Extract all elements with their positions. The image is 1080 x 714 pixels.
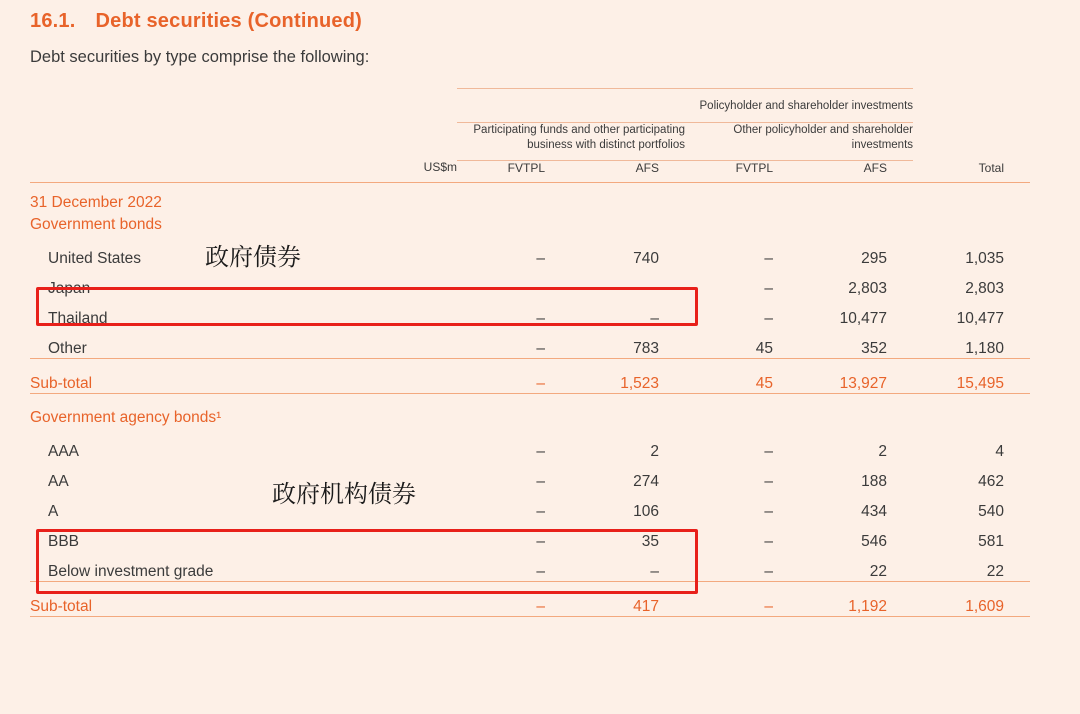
row-value: – — [764, 280, 773, 298]
row-value: 434 — [861, 503, 888, 521]
subtotal-value: 13,927 — [799, 359, 913, 394]
row-value: – — [764, 443, 773, 461]
subtotal-value: 1,609 — [913, 582, 1030, 617]
section-title-government-bonds — [30, 214, 1030, 238]
row-value: – — [536, 340, 545, 358]
section-title-label: Government agency bonds¹ — [30, 409, 222, 427]
subtotal-value: – — [685, 582, 799, 617]
unit-label: US$m — [423, 160, 457, 175]
row-value: 462 — [978, 473, 1005, 491]
group-header-policyholder: Policyholder and shareholder investments — [457, 89, 913, 123]
annotation-government-agency-bonds-cn: 政府机构债券 — [272, 480, 416, 508]
debt-securities-table — [30, 88, 1030, 618]
table-row — [30, 431, 1030, 461]
column-header-fvtpl-participating: FVTPL — [507, 161, 545, 176]
column-header-fvtpl-other: FVTPL — [735, 161, 773, 176]
table-row — [30, 491, 1030, 521]
table-row-subtotal — [30, 582, 1030, 617]
table-column-header-row — [30, 160, 1030, 183]
row-value: 22 — [869, 563, 888, 581]
row-value: 352 — [861, 340, 888, 358]
subtotal-label: Sub-total — [30, 359, 457, 394]
row-value: 783 — [633, 340, 659, 358]
row-value: – — [536, 310, 545, 328]
row-value: – — [764, 563, 773, 581]
row-value: 546 — [861, 533, 888, 551]
row-value: 1,180 — [965, 340, 1005, 358]
subtotal-value: – — [457, 359, 571, 394]
row-value: – — [650, 280, 659, 298]
row-value: 274 — [633, 473, 659, 491]
table-row — [30, 298, 1030, 328]
row-value: – — [650, 563, 659, 581]
annotation-government-bonds-cn: 政府债券 — [205, 243, 301, 271]
row-label: A — [48, 503, 59, 521]
section-title-label: Government bonds — [30, 216, 162, 234]
subtotal-value: 1,523 — [571, 359, 685, 394]
date-label: 31 December 2022 — [30, 194, 162, 212]
row-value: 35 — [641, 533, 659, 551]
row-value: – — [764, 473, 773, 491]
row-value: – — [650, 310, 659, 328]
table-row-date — [30, 184, 1030, 214]
row-value: 188 — [861, 473, 888, 491]
row-value: 2 — [878, 443, 888, 461]
row-value: 581 — [978, 533, 1005, 551]
row-value: – — [764, 250, 773, 268]
row-label: Other — [48, 340, 87, 358]
group-header-other-policyholder: Other policyholder and shareholder investments — [685, 122, 913, 160]
row-value: 1,035 — [965, 250, 1005, 268]
row-value: – — [536, 503, 545, 521]
table-row — [30, 551, 1030, 582]
row-value: – — [536, 473, 545, 491]
row-label: AA — [48, 473, 69, 491]
row-value: 540 — [978, 503, 1005, 521]
table-row — [30, 328, 1030, 359]
row-value: 45 — [755, 340, 773, 358]
subtotal-value: 417 — [571, 582, 685, 617]
table-row — [30, 238, 1030, 268]
subtotal-value: – — [457, 582, 571, 617]
row-value: 10,477 — [956, 310, 1005, 328]
row-value: – — [536, 563, 545, 581]
section-spacer — [30, 395, 1030, 407]
table-group-header-row-top — [30, 89, 1030, 123]
heading-number: 16.1. — [30, 10, 76, 32]
row-label: Thailand — [48, 310, 108, 328]
section-title-government-agency-bonds — [30, 407, 1030, 431]
table-row — [30, 521, 1030, 551]
row-value: 740 — [633, 250, 659, 268]
row-value: 4 — [995, 443, 1005, 461]
table-row — [30, 461, 1030, 491]
subtotal-value: 45 — [685, 359, 799, 394]
row-value: – — [536, 443, 545, 461]
debt-securities-table-wrapper — [30, 88, 1030, 618]
column-header-total: Total — [978, 161, 1005, 176]
row-label: Below investment grade — [48, 563, 214, 581]
row-value: – — [536, 250, 545, 268]
row-value: 22 — [986, 563, 1005, 581]
column-header-afs-other: AFS — [863, 161, 888, 176]
row-value: – — [764, 503, 773, 521]
row-value: 10,477 — [839, 310, 888, 328]
subtotal-value: 1,192 — [799, 582, 913, 617]
row-value: – — [536, 280, 545, 298]
column-header-afs-participating: AFS — [635, 161, 659, 176]
page-subtitle: Debt securities by type comprise the following: — [30, 48, 370, 66]
heading-title: Debt securities (Continued) — [95, 10, 363, 32]
subtotal-label: Sub-total — [30, 582, 457, 617]
group-header-participating: Participating funds and other participating business with distinct portfolios — [457, 122, 685, 160]
row-label: United States — [48, 250, 142, 268]
row-value: 2 — [650, 443, 659, 461]
table-group-header-row-sub — [30, 122, 1030, 160]
row-value: – — [764, 533, 773, 551]
subtotal-bottom-rule — [30, 617, 1030, 619]
table-row-subtotal — [30, 359, 1030, 394]
row-value: 295 — [861, 250, 888, 268]
page-heading — [30, 10, 362, 33]
row-value: – — [764, 310, 773, 328]
row-label: Japan — [48, 280, 91, 298]
row-value: – — [536, 533, 545, 551]
row-value: 2,803 — [965, 280, 1005, 298]
subtotal-value: 15,495 — [913, 359, 1030, 394]
row-label: BBB — [48, 533, 80, 551]
row-value: 106 — [633, 503, 659, 521]
row-label: AAA — [48, 443, 80, 461]
row-value: 2,803 — [848, 280, 888, 298]
table-row — [30, 268, 1030, 298]
